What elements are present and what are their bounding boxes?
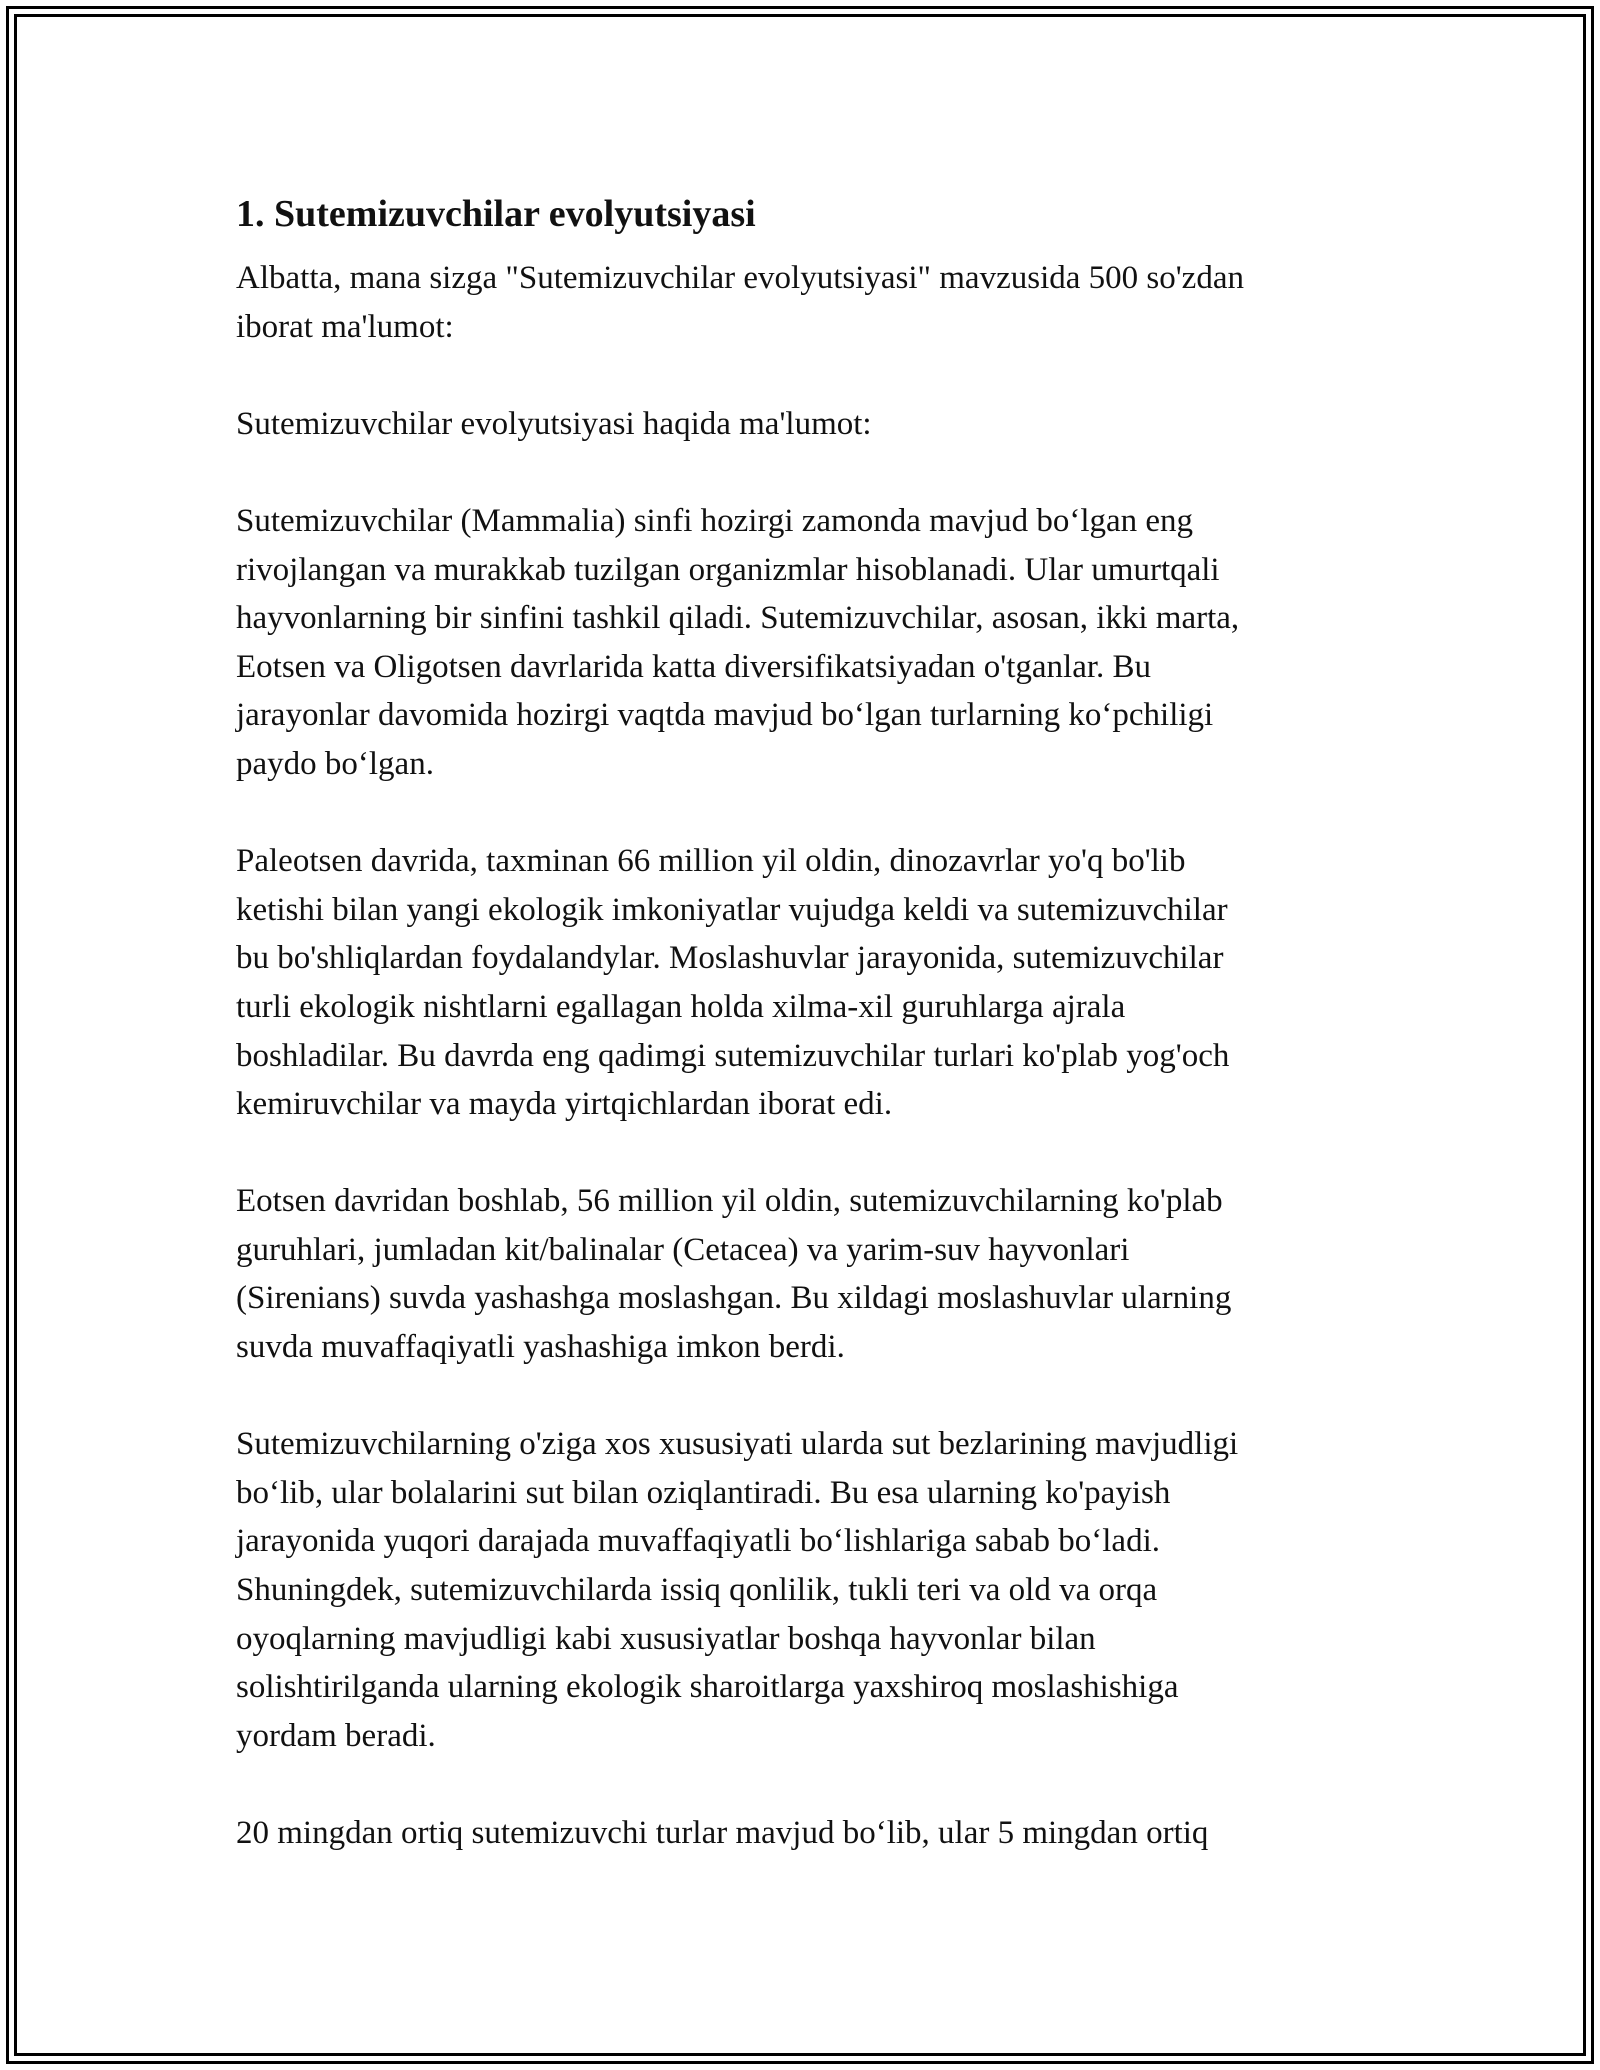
paragraph-paleocene [236,837,1376,1129]
paragraph-line: turli ekologik nishtlarni egallagan holda xilma-xil guruhlarga ajrala [236,988,1126,1025]
document-body [236,184,1376,1858]
document-title: 1. Sutemizuvchilar evolyutsiyasi [236,193,756,235]
paragraph-line: (Sirenians) suvda yashashga moslashgan. Bu xildagi moslashuvlar ularning [236,1280,1232,1317]
paragraph-line: bu bo'shliqlardan foydalandylar. Moslashuvlar jarayonida, sutemizuvchilar [236,940,1224,977]
paragraph-line: iborat ma'lumot: [236,308,454,345]
paragraph-line: yordam beradi. [236,1717,436,1754]
paragraph-line: paydo bo‘lgan. [236,745,434,782]
paragraph-species-count [236,1809,1376,1858]
paragraph-line: jarayonida yuqori darajada muvaffaqiyatli bo‘lishlariga sabab bo‘ladi. [236,1523,1160,1560]
paragraph-line: Paleotsen davrida, taxminan 66 million yil oldin, dinozavrlar yo'q bo'lib [236,843,1186,880]
paragraph-eocene [236,1177,1376,1371]
paragraph-line: suvda muvaffaqiyatli yashashiga imkon berdi. [236,1329,845,1366]
paragraph-line: hayvonlarning bir sinfini tashkil qiladi. Sutemizuvchilar, asosan, ikki marta, [236,600,1240,637]
paragraph-line: oyoqlarning mavjudligi kabi xususiyatlar boshqa hayvonlar bilan [236,1620,1096,1657]
paragraph-line: Sutemizuvchilar (Mammalia) sinfi hozirgi zamonda mavjud bo‘lgan eng [236,502,1194,539]
paragraph-line: kemiruvchilar va mayda yirtqichlardan iborat edi. [236,1086,893,1123]
paragraph-line: ketishi bilan yangi ekologik imkoniyatlar vujudga keldi va sutemizuvchilar [236,891,1228,928]
paragraph-line: Eotsen davridan boshlab, 56 million yil oldin, sutemizuvchilarning ko'plab [236,1183,1223,1220]
paragraph-intro [236,254,1376,351]
paragraph-line: Sutemizuvchilar evolyutsiyasi haqida ma'lumot: [236,405,872,442]
paragraph-line: solishtirilganda ularning ekologik sharoitlarga yaxshiroq moslashishiga [236,1669,1179,1706]
paragraph-subheading [236,400,1376,449]
paragraph-line: Eotsen va Oligotsen davrlarida katta diversifikatsiyadan o'tganlar. Bu [236,648,1152,685]
paragraph-line: bo‘lib, ular bolalarini sut bilan oziqlantiradi. Bu esa ularning ko'payish [236,1474,1171,1511]
paragraph-features [236,1420,1376,1760]
paragraph-line: boshladilar. Bu davrda eng qadimgi sutemizuvchilar turlari ko'plab yog'och [236,1037,1230,1074]
paragraph-line: jarayonlar davomida hozirgi vaqtda mavjud bo‘lgan turlarning ko‘pchiligi [236,697,1214,734]
paragraph-line: Shuningdek, sutemizuvchilarda issiq qonlilik, tukli teri va old va orqa [236,1572,1158,1609]
paragraph-line: 20 mingdan ortiq sutemizuvchi turlar mavjud bo‘lib, ular 5 mingdan ortiq [236,1815,1209,1851]
paragraph-line: guruhlari, jumladan kit/balinalar (Cetacea) va yarim-suv hayvonlari [236,1231,1130,1268]
paragraph-line: rivojlangan va murakkab tuzilgan organizmlar hisoblanadi. Ular umurtqali [236,551,1220,588]
paragraph-line: Sutemizuvchilarning o'ziga xos xususiyati ularda sut bezlarining mavjudligi [236,1426,1239,1463]
paragraph-mammalia-class [236,497,1376,789]
paragraph-line: Albatta, mana sizga "Sutemizuvchilar evolyutsiyasi" mavzusida 500 so'zdan [236,260,1244,296]
